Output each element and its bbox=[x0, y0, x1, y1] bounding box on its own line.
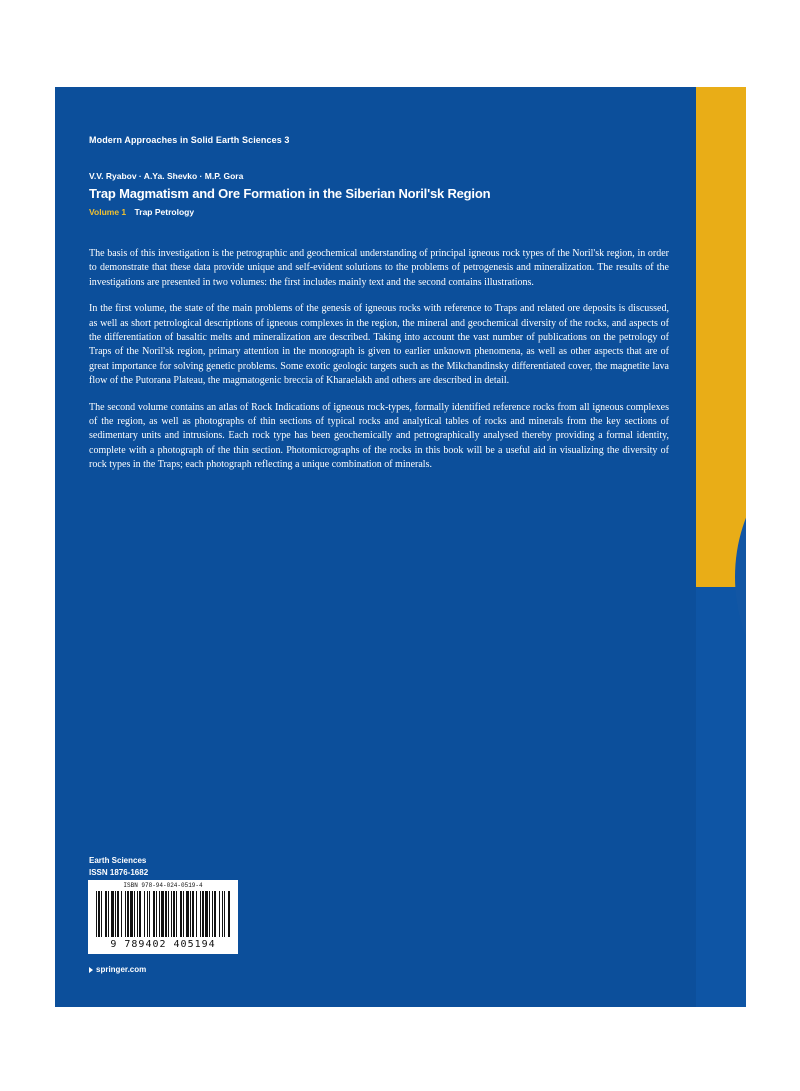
barcode-bar bbox=[173, 891, 175, 937]
barcode-bar bbox=[115, 891, 116, 937]
barcode-bar bbox=[161, 891, 164, 937]
barcode-bar bbox=[147, 891, 148, 937]
barcode-bar bbox=[205, 891, 208, 937]
barcode-bar bbox=[153, 891, 155, 937]
blue-accent-band bbox=[696, 587, 746, 1007]
barcode-bar bbox=[228, 891, 230, 937]
barcode-bar bbox=[171, 891, 172, 937]
yellow-accent-band bbox=[696, 87, 746, 587]
barcode-bar bbox=[121, 891, 122, 937]
isbn-digits: 9 789402 405194 bbox=[110, 939, 216, 950]
barcode-bar bbox=[130, 891, 133, 937]
barcode-bar bbox=[105, 891, 107, 937]
subject-block bbox=[89, 855, 148, 879]
barcode-bar bbox=[192, 891, 194, 937]
barcode-bar bbox=[186, 891, 189, 937]
description-paragraph-3: The second volume contains an atlas of Rock Indications of igneous rock-types, formally identified reference rocks from all igneous complexes of the region, as well as photographs of thin sections of typical rocks and analytical tables of rocks and minerals from the key sections of sedimentary units and intrusions. Each rock type has been geochemically and petrographically analysed thereby providing a formal identity, complete with a photograph of the thin section. Photomicrographs of the rocks in this book will be a useful aid in visualizing the diversity of rock types in the Traps; each photograph reflecting a unique combination of minerals. bbox=[89, 401, 669, 471]
barcode-bar bbox=[125, 891, 126, 937]
authors: V.V. Ryabov · A.Ya. Shevko · M.P. Gora bbox=[89, 171, 244, 181]
barcode-bar bbox=[180, 891, 182, 937]
description-paragraph-1: The basis of this investigation is the petrographic and geochemical understanding of principal igneous rock types of the Noril'sk region, in order to demonstrate that these data provide unique and self-evident solutions to the problems of petrogenesis and mineralization. The results of the investigations are presented in two volumes: the first includes mainly text and the second contains illustrations. bbox=[89, 248, 669, 288]
publisher-website bbox=[89, 965, 146, 974]
barcode-bar bbox=[190, 891, 191, 937]
barcode-bar bbox=[222, 891, 223, 937]
series-title: Modern Approaches in Solid Earth Sciences 3 bbox=[89, 135, 290, 145]
issn-label: ISSN 1876-1682 bbox=[89, 868, 149, 877]
barcode-bar bbox=[219, 891, 220, 937]
website-label[interactable]: springer.com bbox=[96, 965, 147, 974]
volume-name: Trap Petrology bbox=[134, 207, 195, 217]
barcode-bar bbox=[176, 891, 177, 937]
isbn-barcode bbox=[88, 880, 238, 954]
barcode-bar bbox=[117, 891, 119, 937]
barcode-bar bbox=[212, 891, 213, 937]
volume-line bbox=[89, 207, 194, 217]
barcode-bar bbox=[98, 891, 100, 937]
arrow-icon bbox=[89, 967, 93, 973]
barcode-bar bbox=[101, 891, 102, 937]
subject-label: Earth Sciences bbox=[89, 856, 147, 865]
barcode-bar bbox=[224, 891, 225, 937]
isbn-text: ISBN 978-94-024-0519-4 bbox=[123, 882, 203, 889]
description-paragraph-2: In the first volume, the state of the main problems of the genesis of igneous rocks with reference to Traps and related ore deposits is discussed, as well as short petrological descriptions of igneous complexes in the region, the mineral and geochemical diversity of the rocks, and aspects of the differentiation of basaltic melts and mineralization are described. Taking into account the vast number of publications on the petrology of Traps of the Noril'sk region, primary attention in the monograph is given to earlier unknown phenomena, as well as other aspects that are of great importance for solving genetic problems. Some exotic geologic targets such as the Mikchandinsky differentiated cover, the magnetite lava flow of the Putorana Plateau, the magmatogenic breccia of Kharaelakh and others are described in detail. bbox=[89, 303, 669, 387]
barcode-bar bbox=[127, 891, 129, 937]
barcode-bar bbox=[144, 891, 145, 937]
barcode-bar bbox=[214, 891, 216, 937]
barcode-bar bbox=[134, 891, 135, 937]
barcode-bars bbox=[96, 891, 230, 937]
volume-number: Volume 1 bbox=[89, 207, 127, 217]
barcode-bar bbox=[196, 891, 197, 937]
barcode-bar bbox=[183, 891, 184, 937]
barcode-bar bbox=[137, 891, 138, 937]
barcode-bar bbox=[139, 891, 141, 937]
barcode-bar bbox=[202, 891, 204, 937]
barcode-bar bbox=[111, 891, 114, 937]
barcode-bar bbox=[108, 891, 109, 937]
description bbox=[89, 247, 669, 485]
book-title: Trap Magmatism and Ore Formation in the Siberian Noril'sk Region bbox=[89, 186, 491, 201]
barcode-bar bbox=[149, 891, 150, 937]
barcode-bar bbox=[200, 891, 201, 937]
barcode-bar bbox=[168, 891, 169, 937]
barcode-bar bbox=[156, 891, 157, 937]
barcode-bar bbox=[159, 891, 160, 937]
barcode-bar bbox=[209, 891, 210, 937]
barcode-bar bbox=[165, 891, 167, 937]
book-back-cover bbox=[55, 87, 746, 1007]
barcode-bar bbox=[96, 891, 97, 937]
